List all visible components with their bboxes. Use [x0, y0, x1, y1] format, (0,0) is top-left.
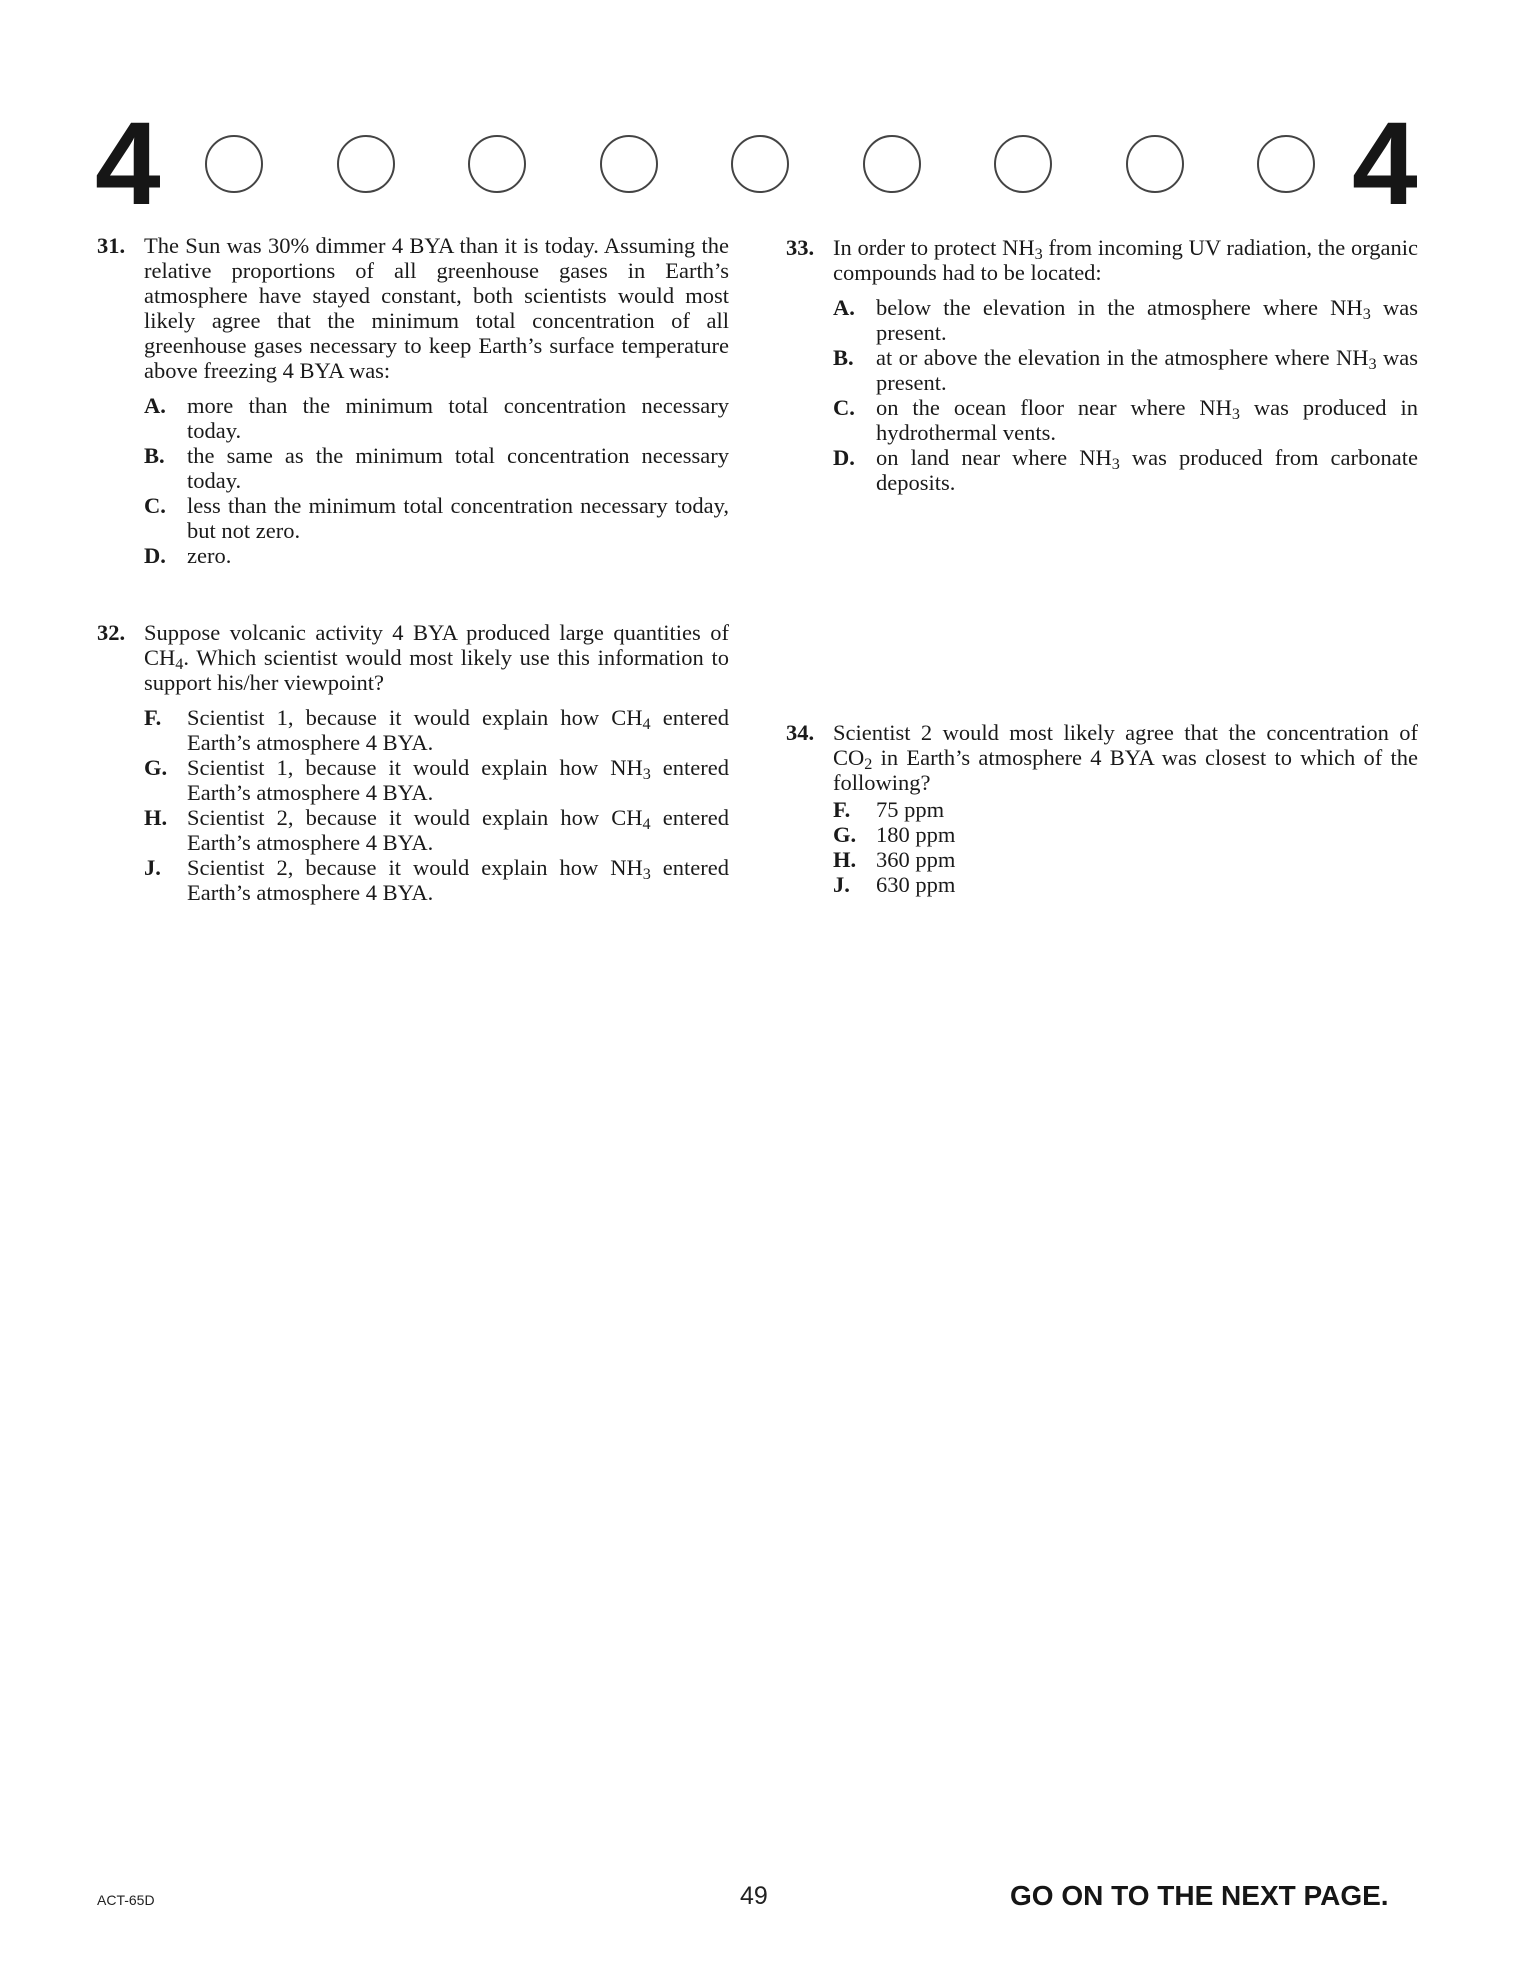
option-letter: G.: [144, 755, 168, 780]
answer-option-d[interactable]: [786, 445, 1418, 495]
question-number: 32.: [97, 620, 126, 645]
option-text: 630 ppm: [876, 872, 956, 897]
header-circle: [600, 135, 658, 193]
header-circle: [731, 135, 789, 193]
question-stem: In order to protect $NH_3$ from incoming UV radiation, the organic compounds had to be located:: [833, 235, 1418, 285]
header-circle: [1126, 135, 1184, 193]
question-stem: Scientist 2 would most likely agree that the concentration of $CO_2$ in Earth’s atmosphere 4 BYA was closest to which of the following?: [833, 720, 1418, 795]
option-text: on the ocean floor near where $NH_3$ was produced in hydrothermal vents.: [876, 395, 1418, 445]
answer-option-c[interactable]: [786, 395, 1418, 445]
option-text: more than the minimum total concentration necessary today.: [187, 393, 729, 443]
option-letter: A.: [833, 295, 855, 320]
answer-option-f[interactable]: [786, 797, 1418, 822]
answer-options: [786, 797, 1418, 897]
answer-option-a[interactable]: [97, 393, 729, 443]
answer-options: [786, 295, 1418, 495]
option-letter: F.: [144, 705, 162, 730]
option-letter: D.: [144, 543, 166, 568]
question-34: [786, 720, 1418, 897]
option-text: on land near where $NH_3$ was produced from carbonate deposits.: [876, 445, 1418, 495]
answer-option-g[interactable]: [786, 822, 1418, 847]
option-letter: B.: [144, 443, 165, 468]
option-text: the same as the minimum total concentration necessary today.: [187, 443, 729, 493]
answer-option-a[interactable]: [786, 295, 1418, 345]
option-letter: J.: [833, 872, 850, 897]
option-letter: B.: [833, 345, 854, 370]
form-code: ACT-65D: [97, 1892, 155, 1908]
question-number: 34.: [786, 720, 815, 745]
option-letter: F.: [833, 797, 851, 822]
question-31: [97, 233, 729, 568]
answer-option-b[interactable]: [97, 443, 729, 493]
header-circle: [468, 135, 526, 193]
answer-options: [97, 705, 729, 905]
option-text: 360 ppm: [876, 847, 956, 872]
answer-options: [97, 393, 729, 568]
header-circle: [1257, 135, 1315, 193]
question-33: [786, 235, 1418, 495]
next-page-notice: GO ON TO THE NEXT PAGE.: [1010, 1880, 1389, 1911]
answer-option-c[interactable]: [97, 493, 729, 543]
answer-option-g[interactable]: [97, 755, 729, 805]
header-circle: [205, 135, 263, 193]
option-text: Scientist 1, because it would explain how $CH_4$ entered Earth’s atmosphere 4 BYA.: [187, 705, 729, 755]
option-letter: D.: [833, 445, 855, 470]
question-number: 31.: [97, 233, 126, 258]
option-text: Scientist 2, because it would explain how $NH_3$ entered Earth’s atmosphere 4 BYA.: [187, 855, 729, 905]
option-text: Scientist 2, because it would explain how $CH_4$ entered Earth’s atmosphere 4 BYA.: [187, 805, 729, 855]
answer-option-b[interactable]: [786, 345, 1418, 395]
answer-option-j[interactable]: [97, 855, 729, 905]
option-letter: H.: [833, 847, 857, 872]
option-letter: C.: [833, 395, 855, 420]
option-letter: H.: [144, 805, 168, 830]
option-text: below the elevation in the atmosphere where $NH_3$ was present.: [876, 295, 1418, 345]
option-letter: C.: [144, 493, 166, 518]
section-number-left: 4: [95, 98, 161, 230]
page-number: 49: [740, 1882, 768, 1910]
option-text: less than the minimum total concentration necessary today, but not zero.: [187, 493, 729, 543]
question-stem: Suppose volcanic activity 4 BYA produced large quantities of $CH_4$. Which scientist would most likely use this information to support his/her viewpoint?: [144, 620, 729, 695]
option-text: at or above the elevation in the atmosphere where $NH_3$ was present.: [876, 345, 1418, 395]
answer-option-j[interactable]: [786, 872, 1418, 897]
option-text: 180 ppm: [876, 822, 956, 847]
header-circle: [337, 135, 395, 193]
option-text: Scientist 1, because it would explain how $NH_3$ entered Earth’s atmosphere 4 BYA.: [187, 755, 729, 805]
answer-option-h[interactable]: [97, 805, 729, 855]
option-letter: J.: [144, 855, 161, 880]
option-text: zero.: [187, 543, 232, 568]
question-number: 33.: [786, 235, 815, 260]
option-text: 75 ppm: [876, 797, 945, 822]
option-letter: G.: [833, 822, 857, 847]
answer-option-h[interactable]: [786, 847, 1418, 872]
option-letter: A.: [144, 393, 166, 418]
answer-option-f[interactable]: [97, 705, 729, 755]
header-circle: [863, 135, 921, 193]
question-stem: The Sun was 30% dimmer 4 BYA than it is today. Assuming the relative proportions of all greenhouse gases in Earth’s atmosphere have stayed constant, both scientists would most likely agree that the minimum total concentration of all greenhouse gases necessary to keep Earth’s surface temperature above freezing 4 BYA was:: [144, 233, 729, 383]
answer-option-d[interactable]: [97, 543, 729, 568]
question-32: [97, 620, 729, 905]
section-number-right: 4: [1352, 98, 1418, 230]
header-circle-row: [205, 135, 1315, 193]
header-circle: [994, 135, 1052, 193]
